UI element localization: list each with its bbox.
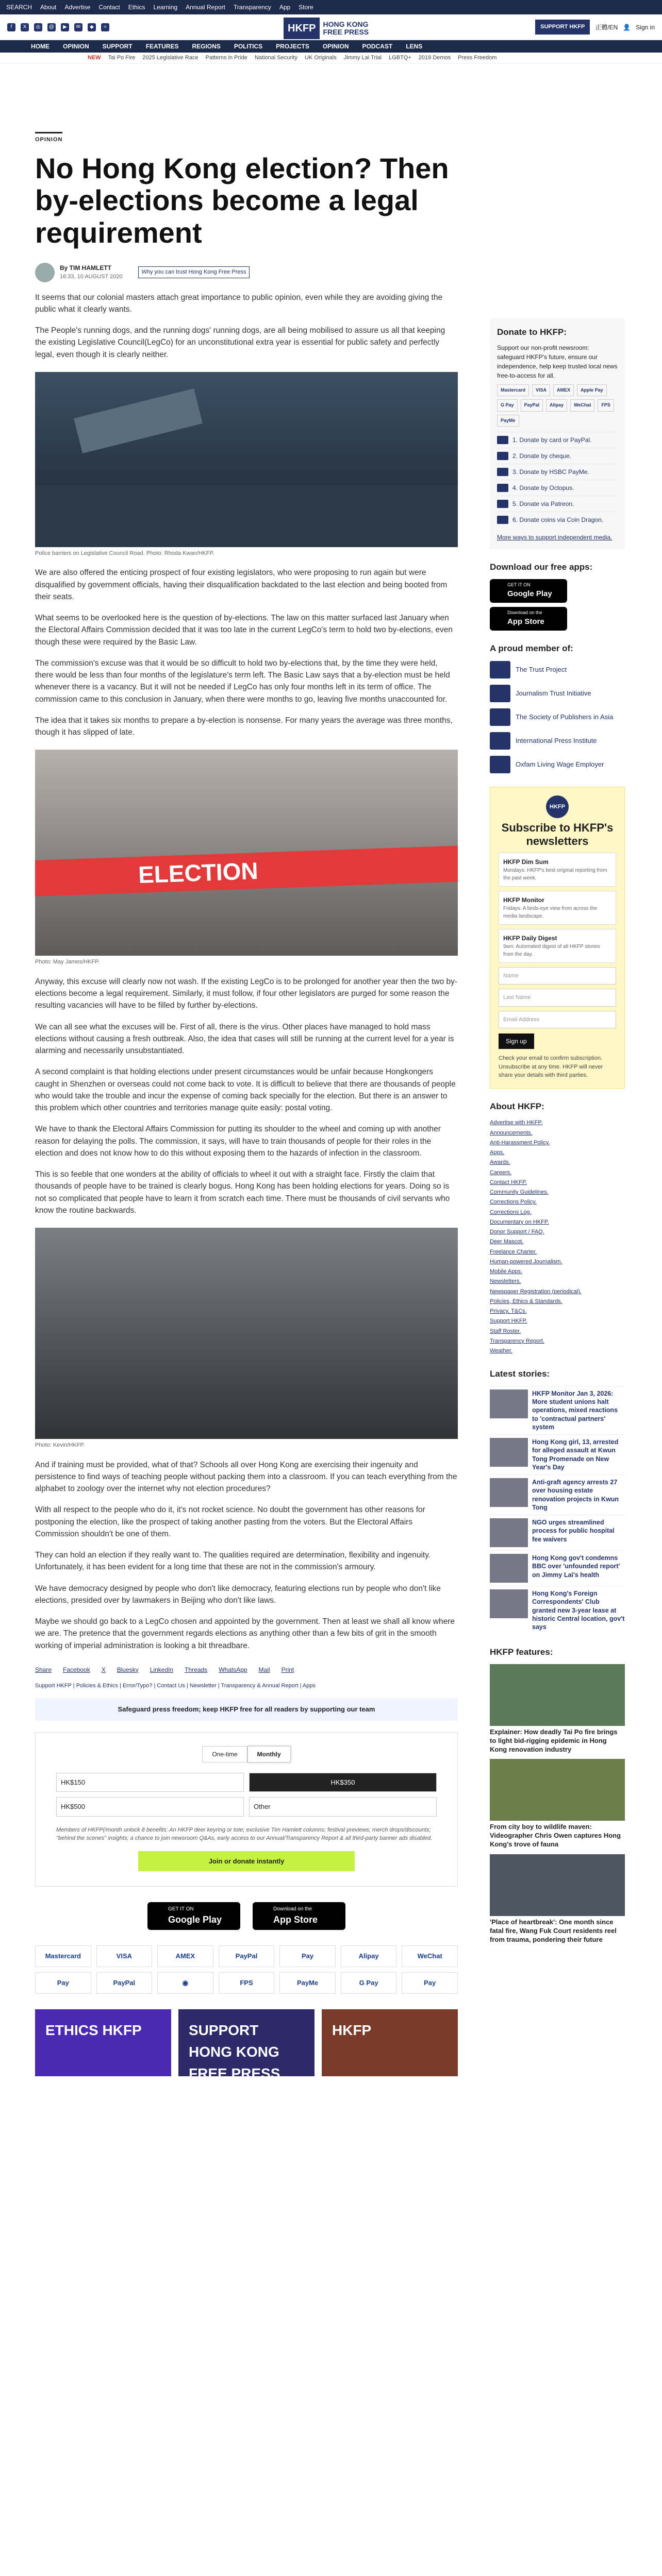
paragraph: The People's running dogs, and the running dogs' running dogs, are all being mobilised to assure us all that keeping the existing Legislative Council(LegCo) for an unconstitutional extra year is essential for public safety and perfectly legal, even though it is clearly neither. <box>35 326 445 359</box>
photo-caption: Photo: Kevin/HKFP. <box>35 1442 85 1449</box>
option-label: 1. Donate by card or PayPal. <box>512 436 592 444</box>
share-threads[interactable]: Threads <box>185 1666 208 1673</box>
about-link[interactable]: Apps. <box>490 1149 505 1156</box>
trending-item[interactable]: Tai Po Fire <box>108 55 136 61</box>
member-trust-project[interactable] <box>490 661 625 679</box>
about-link[interactable]: Documentary on HKFP. <box>490 1218 549 1225</box>
nav-regions[interactable]: REGIONS <box>192 43 221 50</box>
author-avatar <box>35 263 55 282</box>
payment-alipay[interactable]: Alipay <box>341 1945 397 1967</box>
cheque-icon <box>497 452 508 460</box>
story-thumb <box>490 1438 528 1467</box>
about-link[interactable]: Corrections Log. <box>490 1209 532 1215</box>
option-label: 2. Donate by cheque. <box>512 452 572 460</box>
about-heading: About HKFP: <box>490 1101 544 1111</box>
monthly-tab[interactable]: Monthly <box>247 1746 291 1762</box>
amount-option[interactable]: HK$500 <box>56 1797 244 1817</box>
paragraph: We are also offered the enticing prospect of four existing legislators, who were proposing to run again but were disqualified by government officials, having their disqualification backdated to the last election and being booted from their seats. <box>35 568 448 601</box>
signup-button[interactable]: Sign up <box>499 1033 534 1049</box>
paragraph: What seems to be overlooked here is the question of by-elections. The law on this matter surfaced last January when the Electoral Affairs Commission decided that it was too late in the current LegCo's term to hold two by-elections, even though these were required by the Basic Law. <box>35 614 453 647</box>
trust-link[interactable]: Why you can trust Hong Kong Free Press <box>138 266 250 278</box>
about-link[interactable]: Mobile Apps. <box>490 1268 522 1275</box>
about-link[interactable]: Human-powered Journalism. <box>490 1258 562 1265</box>
latest-heading: Latest stories: <box>490 1369 550 1379</box>
about-link[interactable]: Support HKFP. <box>490 1318 527 1325</box>
about-link[interactable]: Donor Support / FAQ. <box>490 1229 544 1235</box>
nav-politics[interactable]: POLITICS <box>234 43 263 50</box>
newsletter-box <box>490 787 625 1089</box>
member-heading: A proud member of: <box>490 643 573 653</box>
payment-fps[interactable]: FPS <box>219 1972 275 1994</box>
story-thumb <box>490 1478 528 1507</box>
paragraph: The idea that it takes six months to prepare a by-election is nonsense. For many years the average was three months, though it has slipped of late. <box>35 716 453 737</box>
google-play-button[interactable] <box>147 1902 240 1930</box>
as-label: App Store <box>273 1914 318 1925</box>
about-link[interactable]: Awards. <box>490 1159 510 1166</box>
about-link[interactable]: Staff Roster. <box>490 1328 521 1334</box>
banner-hkfp[interactable]: HKFP <box>322 2009 458 2076</box>
newsletter-heading: Subscribe to HKFP's newsletters <box>501 821 614 848</box>
nl-name: HKFP Dim Sum <box>503 858 549 866</box>
trending-item[interactable]: Patterns in Pride <box>205 55 247 61</box>
feature-image <box>490 1854 625 1916</box>
share-print[interactable]: Print <box>281 1666 294 1673</box>
about-link[interactable]: Announcements. <box>490 1129 533 1136</box>
card-logo: Alipay <box>546 399 567 412</box>
mail-icon[interactable]: ✉ <box>74 23 82 31</box>
payment-mastercard[interactable]: Mastercard <box>35 1945 91 1967</box>
article <box>35 132 458 2081</box>
option-label: 4. Donate by Octopus. <box>512 484 574 492</box>
donate-box <box>490 318 625 549</box>
feature-card[interactable] <box>490 1664 625 1754</box>
about-link[interactable]: Policies, Ethics & Standards. <box>490 1298 562 1304</box>
payment-pay-2[interactable]: Pay <box>402 1972 458 1994</box>
trust-project-logo <box>490 661 510 679</box>
nav-opinion-2[interactable]: OPINION <box>322 43 349 50</box>
about-link[interactable]: Corrections Policy. <box>490 1199 537 1206</box>
member-name: The Trust Project <box>516 666 567 674</box>
trending-item[interactable]: Jimmy Lai Trial <box>343 55 382 61</box>
support-button[interactable]: SUPPORT HKFP <box>535 20 590 35</box>
trending-item[interactable]: LGBTQ+ <box>389 55 411 61</box>
octopus-icon <box>497 484 508 492</box>
feature-title: From city boy to wildlife maven: Videographer Chris Owen captures Hong Kong's trove of fauna <box>490 1823 621 1849</box>
as-label: App Store <box>507 617 544 626</box>
logo-line-1: HONG KONG <box>323 20 369 28</box>
gp-small: GET IT ON <box>507 582 531 587</box>
member-oxfam[interactable] <box>490 756 625 773</box>
latest-story[interactable] <box>490 1515 625 1550</box>
amount-option-other[interactable]: Other <box>249 1797 437 1817</box>
article-title: No Hong Kong election? Then by-elections become a legal requirement <box>35 151 449 249</box>
author-name[interactable]: By TIM HAMLETT <box>60 264 111 272</box>
feature-title: Explainer: How deadly Tai Po fire brings to light bid-rigging epidemic in Hong Kong renovation industry <box>490 1727 618 1753</box>
member-name: International Press Institute <box>516 737 597 745</box>
about-link[interactable]: Newspaper Registration (periodical). <box>490 1288 582 1295</box>
sidebar-app-store[interactable] <box>490 607 567 631</box>
donate-option-payme[interactable] <box>497 464 618 480</box>
gp-label: Google Play <box>507 589 552 598</box>
donate-option-octopus[interactable] <box>497 480 618 496</box>
topbar-link-app[interactable]: App <box>279 4 291 11</box>
story-title: Hong Kong girl, 13, arrested for alleged assault at Kwun Tong Promenade on New Year's Day <box>532 1438 619 1471</box>
name-field[interactable]: Name <box>499 967 616 985</box>
latest-story[interactable] <box>490 1550 625 1586</box>
gp-small: GET IT ON <box>168 1906 194 1912</box>
sidebar-google-play[interactable] <box>490 579 567 603</box>
paragraph: We have to thank the Electoral Affairs Commission for putting its shoulder to the wheel and coming up with another reason for delaying the polls. The commission, it says, will have to train thousands of people for their roles in the election and does not know how to do this without exposing them to the hazards of infection in the classroom. <box>35 1125 441 1158</box>
story-title: Hong Kong gov't condemns BBC over 'unfounded report' on Jimmy Lai's health <box>532 1554 620 1579</box>
photo-election-tape <box>35 750 458 956</box>
share-whatsapp[interactable]: WhatsApp <box>219 1666 247 1673</box>
payment-paypal-2[interactable]: PayPal <box>96 1972 153 1994</box>
language-switch[interactable]: 正體/EN <box>595 23 618 31</box>
nav-support[interactable]: SUPPORT <box>102 43 133 50</box>
member-name: The Society of Publishers in Asia <box>516 713 614 721</box>
footer-links[interactable]: Support HKFP | Policies & Ethics | Error/Typo? | Contact Us | Newsletter | Transparency & Annual Report | Apps <box>35 1682 316 1689</box>
one-time-tab[interactable]: One-time <box>202 1746 247 1762</box>
about-link[interactable]: Community Guidelines. <box>490 1189 549 1196</box>
apps-heading: Download our free apps: <box>490 562 593 572</box>
card-logos <box>497 384 618 427</box>
latest-story[interactable] <box>490 1475 625 1515</box>
about-link[interactable]: Newsletters. <box>490 1278 521 1285</box>
topbar-link-about[interactable]: About <box>40 4 57 11</box>
nl-name: HKFP Daily Digest <box>503 934 557 942</box>
member-name: Journalism Trust Initiative <box>516 689 591 698</box>
banner-ethics[interactable]: ETHICS HKFP <box>35 2009 171 2076</box>
feature-card[interactable] <box>490 1759 625 1849</box>
election-tape-text: ELECTION <box>35 845 458 897</box>
publish-date: 16:33, 10 AUGUST 2020 <box>60 274 123 280</box>
paragraph: We have democracy designed by people who don't like democracy, featuring elections run by people who don't like elections, presided over by lawmakers in Beijing who don't like laws. <box>35 1584 441 1605</box>
social-links <box>7 23 109 31</box>
share-x[interactable]: X <box>101 1666 106 1673</box>
about-link[interactable]: Weather. <box>490 1348 512 1354</box>
story-thumb <box>490 1589 528 1618</box>
trending-item[interactable]: UK Originals <box>304 55 337 61</box>
paragraph: A second complaint is that holding elections under present circumstances would be unfair because Hongkongers caught in Shenzhen or overseas could not come back to vote. It is difficult to believe that there are thousands of people who would take the trouble and incur the expense of coming back specially for the election. But there is an answer to this problem which other countries and territories manage quite easily: postal voting. <box>35 1067 456 1113</box>
trending-item[interactable]: National Security <box>254 55 297 61</box>
member-name: Oxfam Living Wage Employer <box>516 760 604 769</box>
option-label: 5. Donate via Patreon. <box>512 500 574 507</box>
article-category[interactable]: OPINION <box>35 132 62 144</box>
nl-desc: 9am: Automated digest of all HKFP stories from the day. <box>503 943 600 957</box>
topbar-link-learning[interactable]: Learning <box>153 4 178 11</box>
trending-item[interactable]: 2019 Demos <box>418 55 451 61</box>
logo-box: HKFP <box>284 18 320 39</box>
sidebar <box>490 318 625 1944</box>
trending-new: NEW <box>88 55 101 61</box>
instagram-icon[interactable]: ◎ <box>34 23 42 31</box>
feature-image <box>490 1664 625 1726</box>
topbar-link-transparency[interactable]: Transparency <box>233 4 271 11</box>
payment-amex[interactable]: AMEX <box>157 1945 213 1967</box>
jti-logo <box>490 685 510 702</box>
about-link[interactable]: Transparency Report. <box>490 1337 544 1344</box>
paragraph: Maybe we should go back to a LegCo chosen and appointed by the government. Then at least we shall all know where we are. The pretence that the government regards elections as anything other than a few bits of grit in the smooth working of imperial administration is looking a bit threadbare. <box>35 1617 455 1650</box>
bluesky-icon[interactable]: ◆ <box>88 23 96 31</box>
payment-patreon-icon[interactable]: ◉ <box>157 1972 213 1994</box>
story-thumb <box>490 1389 528 1418</box>
amount-options <box>56 1773 437 1817</box>
as-small: Download on the <box>273 1906 312 1912</box>
byline <box>35 263 458 282</box>
paragraph: The commission's excuse was that it would be so difficult to hold two by-elections that, by the time they were held, there would be less than four months of the legislature's term left. The Basic Law says that a by-election must be held whenever there is a vacancy. But it will not be needed if LegCo has only four months left in its term of office. The commission came to this conclusion in January, when there were months to go, leaving five months unaccounted for. <box>35 658 450 704</box>
top-bar <box>0 0 662 14</box>
story-title: Hong Kong's Foreign Correspondents' Club granted new 3-year lease at historic Central location, gov't says <box>532 1590 625 1631</box>
card-logo: Apple Pay <box>577 384 607 397</box>
trending-item[interactable]: Press Freedom <box>458 55 497 61</box>
as-small: Download on the <box>507 609 542 615</box>
payment-methods <box>35 1945 458 1994</box>
donate-text: Support our non-profit newsroom: safeguard HKFP's future, ensure our independence, help keep trusted local news free-to-access for all. <box>497 344 618 379</box>
topbar-link-store[interactable]: Store <box>299 4 313 11</box>
donate-option-cheque[interactable] <box>497 448 618 464</box>
article-body <box>35 292 458 1652</box>
card-logo: PayPal <box>521 399 543 412</box>
site-logo[interactable] <box>284 18 369 39</box>
ipi-logo <box>490 732 510 750</box>
payment-paypal[interactable]: PayPal <box>219 1945 275 1967</box>
facebook-icon[interactable]: f <box>7 23 15 31</box>
share-bluesky[interactable]: Bluesky <box>117 1666 139 1673</box>
rss-icon[interactable]: ≈ <box>101 23 109 31</box>
payment-pay[interactable]: Pay <box>35 1972 91 1994</box>
header <box>0 14 662 40</box>
story-thumb <box>490 1518 528 1547</box>
paragraph: This is so feeble that one wonders at the ability of officials to wheel it out with a straight face. Firstly the claim that thousands of people have to be trained is clearly bogus. Hong Kong has been holding elections for years. Doing so is not so complicated that people have to learn it from scratch each time. There must be thousands of civil servants who know the routine backwards. <box>35 1170 450 1215</box>
x-icon[interactable]: X <box>21 23 29 31</box>
membership-note: Members of HKFP(/month unlock 8 benefits: An HKFP deer keyring or tote; exclusive Tim Hamlett columns; festival previews; merch drops/discounts; "behind the scenes" insights; a chance to join newsroom Q&As, early access to our Annual/Transparency Report & all third-party banner ads disabled. <box>56 1826 433 1842</box>
nav-features[interactable]: FEATURES <box>145 43 179 50</box>
sopa-logo <box>490 708 510 726</box>
trending-bar <box>0 53 662 64</box>
about-link[interactable]: Freelance Charter. <box>490 1248 537 1255</box>
donate-option-coins[interactable] <box>497 512 618 528</box>
card-logo: FPS <box>598 399 614 412</box>
member-jti[interactable] <box>490 685 625 702</box>
newsletter-option-digest[interactable] <box>499 929 616 963</box>
oxfam-logo <box>490 756 510 773</box>
nav-podcast[interactable]: PODCAST <box>362 43 393 50</box>
latest-story[interactable] <box>490 1386 625 1434</box>
story-thumb <box>490 1554 528 1583</box>
payme-icon <box>497 468 508 476</box>
paragraph: It seems that our colonial masters attach great importance to public opinion, even while they are avoiding giving the public what it clearly wants. <box>35 293 443 314</box>
feature-image <box>490 1759 625 1821</box>
signin-link[interactable]: Sign in <box>636 23 655 31</box>
option-label: 3. Donate by HSBC PayMe. <box>512 468 589 476</box>
card-logo: AMEX <box>553 384 574 397</box>
donate-option-patreon[interactable] <box>497 496 618 512</box>
features-heading: HKFP features: <box>490 1647 553 1657</box>
trending-item[interactable]: 2025 Legislative Race <box>142 55 198 61</box>
card-logo: WeChat <box>570 399 594 412</box>
nl-desc: Fridays: A birds-eye view from across the media landscape. <box>503 905 598 919</box>
payment-apple-pay[interactable]: Pay <box>279 1945 336 1967</box>
photo-caption: Police barriers on Legislative Council Road. Photo: Rhoda Kwan/HKFP. <box>35 550 214 556</box>
newsletter-note: Check your email to confirm subscription. Unsubscribe at any time. HKFP will never share your details with third parties. <box>499 1055 603 1079</box>
option-label: 6. Donate coins via Coin Dragon. <box>512 516 604 523</box>
payment-visa[interactable]: VISA <box>96 1945 153 1967</box>
share-label: Share <box>35 1666 52 1673</box>
payment-payme[interactable]: PayMe <box>279 1972 336 1994</box>
nav-opinion[interactable]: OPINION <box>63 43 89 50</box>
support-banner[interactable]: Safeguard press freedom; keep HKFP free for all readers by supporting our team <box>35 1698 458 1721</box>
story-title: NGO urges streamlined process for public hospital fee waivers <box>532 1519 615 1543</box>
photo-legco-road <box>35 372 458 547</box>
topbar-link-advertise[interactable]: Advertise <box>64 4 91 11</box>
nl-desc: Mondays: HKFP's best original reporting from the past week. <box>503 867 607 881</box>
photo-caption: Photo: May James/HKFP. <box>35 959 100 965</box>
paragraph: With all respect to the people who do it, it's not rocket science. No doubt the government has other reasons for postponing the election, like the prospect of taking another pasting from the voters. But the Electoral Affairs Commission shouldn't be one of them. <box>35 1505 425 1538</box>
email-field[interactable]: Email Address <box>499 1011 616 1029</box>
paragraph: And if training must be provided, what of that? Schools all over Hong Kong are exercising their ingenuity and persistence to find ways of teaching people without packing them into a classroom. If you can teach everything from the alphabet to zoology over the internet why not election procedures? <box>35 1460 457 1494</box>
paragraph: They can hold an election if they really want to. The qualities required are determination, flexibility and ingenuity. Unfortunately, it has been evident for a long time that these are not in the commission's armoury. <box>35 1551 431 1572</box>
logo-line-2: FREE PRESS <box>323 28 369 36</box>
promo-banners <box>35 2009 458 2081</box>
app-store-button[interactable] <box>253 1902 345 1930</box>
share-mail[interactable]: Mail <box>258 1666 270 1673</box>
member-ipi[interactable] <box>490 732 625 750</box>
topbar-link-contact[interactable]: Contact <box>98 4 120 11</box>
newsletter-option-dimsum[interactable] <box>499 853 616 887</box>
nl-name: HKFP Monitor <box>503 896 544 904</box>
feature-title: 'Place of heartbreak': One month since fatal fire, Wang Fuk Court residents reel from trauma, pondering their future <box>490 1918 617 1943</box>
card-logo: PayMe <box>497 415 519 427</box>
more-ways-link[interactable]: More ways to support independent media. <box>497 534 613 541</box>
topbar-link-annual-report[interactable]: Annual Report <box>186 4 225 11</box>
last-name-field[interactable]: Last Name <box>499 989 616 1007</box>
nav-projects[interactable]: PROJECTS <box>276 43 309 50</box>
story-title: Anti-graft agency arrests 27 over housing estate renovation projects in Kwun Tong <box>532 1479 619 1511</box>
payment-gpay[interactable]: G Pay <box>341 1972 397 1994</box>
member-sopa[interactable] <box>490 708 625 726</box>
frequency-toggle <box>56 1746 437 1762</box>
latest-story[interactable] <box>490 1434 625 1475</box>
donate-heading: Donate to HKFP: <box>497 327 567 337</box>
share-linkedin[interactable]: LinkedIn <box>150 1666 174 1673</box>
card-logo: G Pay <box>497 399 518 412</box>
topbar-link-ethics[interactable]: Ethics <box>128 4 145 11</box>
donate-option-card[interactable] <box>497 432 618 448</box>
photo-crowd <box>35 1228 458 1439</box>
about-link[interactable]: Contact HKFP. <box>490 1179 527 1185</box>
coin-icon <box>497 516 508 524</box>
share-bar <box>35 1665 458 1674</box>
topbar-link-search[interactable]: SEARCH <box>6 4 32 11</box>
paragraph: We can all see what the excuses will be. First of all, there is the virus. Other places have managed to hold mass elections without causing a fresh outbreak. Also, the idea that cases will still be running at the current level for a year is alarming and necessarily unsubstantiated. <box>35 1022 454 1056</box>
app-store-links <box>35 1902 458 1930</box>
newsletter-option-monitor[interactable] <box>499 891 616 925</box>
share-facebook[interactable]: Facebook <box>63 1666 90 1673</box>
about-link[interactable]: Careers. <box>490 1169 512 1176</box>
main-nav <box>0 40 662 53</box>
story-title: HKFP Monitor Jan 3, 2026: More student unions halt operations, mixed reactions to 'contractual partners' system <box>532 1389 618 1431</box>
threads-icon[interactable]: @ <box>47 23 56 31</box>
feature-card[interactable] <box>490 1854 625 1944</box>
card-logo: Mastercard <box>497 384 529 397</box>
hkfp-badge: HKFP <box>546 795 569 818</box>
about-link[interactable]: Anti-Harassment Policy. <box>490 1139 550 1146</box>
about-link[interactable]: Privacy, T&Cs. <box>490 1308 527 1315</box>
card-icon <box>497 436 508 444</box>
patreon-icon <box>497 500 508 508</box>
donate-widget <box>35 1732 458 1887</box>
paragraph: Anyway, this excuse will clearly now not wash. If the existing LegCo is to be prolonged for another year then the two by-elections become a legal requirement. Similarly, it must follow, if four other legislators are purged for some reason the resulting vacancies will have to be filled by further by-elections. <box>35 977 458 1010</box>
nav-lens[interactable]: LENS <box>406 43 423 50</box>
banner-support[interactable]: SUPPORT HONG KONG FREE PRESS <box>178 2009 315 2076</box>
card-logo: VISA <box>532 384 550 397</box>
gp-label: Google Play <box>168 1914 222 1925</box>
about-link[interactable]: Deer Mascot. <box>490 1239 524 1245</box>
logo-text <box>323 21 369 37</box>
about-list <box>490 1118 625 1356</box>
about-link[interactable]: Advertise with HKFP. <box>490 1120 543 1126</box>
amount-option-selected[interactable]: HK$350 <box>249 1773 437 1792</box>
payment-wechat[interactable]: WeChat <box>402 1945 458 1967</box>
join-button[interactable]: Join or donate instantly <box>138 1851 355 1872</box>
amount-option[interactable]: HK$150 <box>56 1773 244 1792</box>
latest-story[interactable] <box>490 1586 625 1634</box>
nav-home[interactable]: HOME <box>31 43 49 50</box>
youtube-icon[interactable]: ▶ <box>61 23 69 31</box>
user-icon[interactable]: 👤 <box>623 23 631 31</box>
